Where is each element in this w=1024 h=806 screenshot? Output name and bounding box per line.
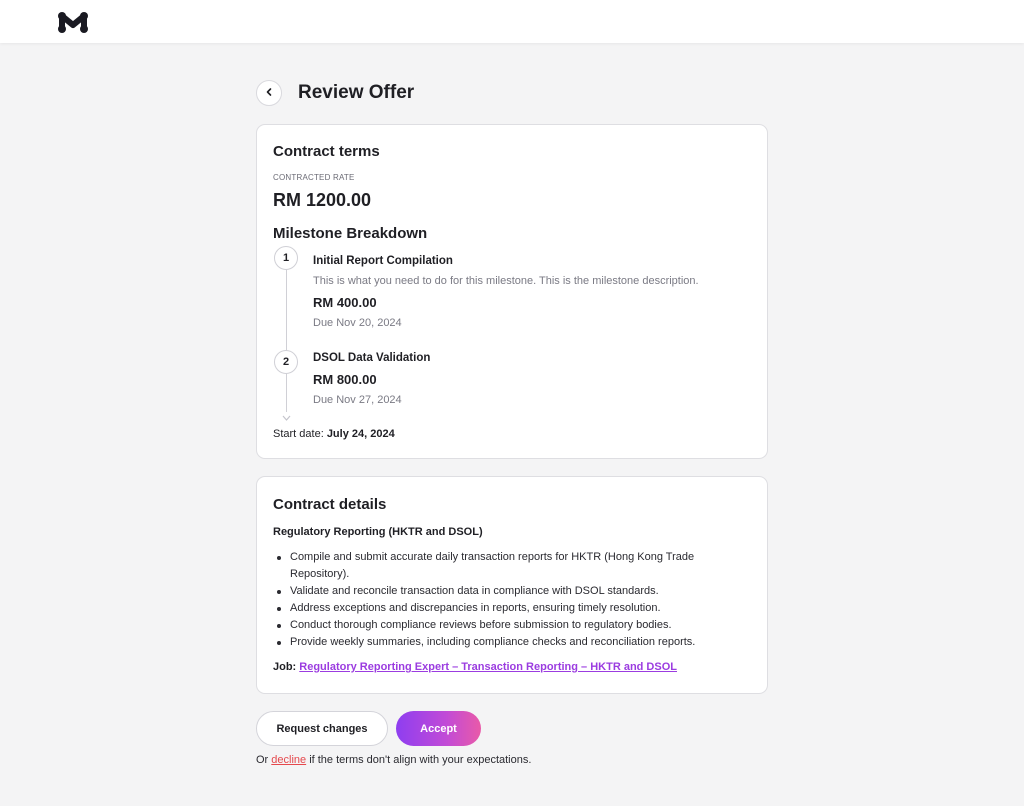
page-title: Review Offer xyxy=(298,82,415,103)
list-item: Compile and submit accurate daily transaction reports for HKTR (Hong Kong Trade Repository). xyxy=(273,549,743,583)
chevron-left-icon xyxy=(264,84,274,102)
page-header xyxy=(256,80,414,106)
decline-note xyxy=(256,754,531,766)
contract-terms-card xyxy=(256,124,768,459)
milestone-description: This is what you need to do for this milestone. This is the milestone description. xyxy=(313,275,699,287)
milestone-title: DSOL Data Validation xyxy=(313,352,431,364)
top-bar xyxy=(0,0,1024,43)
contracted-rate-label: CONTRACTED RATE xyxy=(273,173,355,182)
decline-note-prefix: Or xyxy=(256,754,272,766)
timeline-line xyxy=(286,258,287,412)
milestone-step-2: 2 xyxy=(274,350,298,374)
start-date-label: Start date: xyxy=(273,428,327,440)
contract-terms-title: Contract terms xyxy=(273,143,380,160)
timeline-arrow-icon xyxy=(282,409,291,417)
start-date-value: July 24, 2024 xyxy=(326,428,395,440)
brand-logo-icon[interactable] xyxy=(56,8,90,36)
contracted-rate-value: RM 1200.00 xyxy=(273,190,372,210)
job-line xyxy=(273,661,677,673)
list-item: Validate and reconcile transaction data in compliance with DSOL standards. xyxy=(273,583,743,600)
decline-link[interactable]: decline xyxy=(271,754,307,766)
start-date xyxy=(273,428,395,440)
accept-button[interactable]: Accept xyxy=(396,711,481,746)
job-label: Job: xyxy=(273,661,300,673)
back-button[interactable] xyxy=(256,80,282,106)
request-changes-button[interactable]: Request changes xyxy=(256,711,388,746)
milestone-due-date: Due Nov 20, 2024 xyxy=(313,317,402,329)
milestone-due-date: Due Nov 27, 2024 xyxy=(313,394,402,406)
milestone-title: Initial Report Compilation xyxy=(313,255,453,267)
contract-details-subtitle: Regulatory Reporting (HKTR and DSOL) xyxy=(273,526,483,538)
contract-details-title: Contract details xyxy=(273,496,387,513)
list-item: Conduct thorough compliance reviews before submission to regulatory bodies. xyxy=(273,617,743,634)
responsibilities-list xyxy=(273,549,743,651)
decline-note-suffix: if the terms don't align with your expectations. xyxy=(306,754,532,766)
milestone-amount: RM 400.00 xyxy=(313,295,377,310)
job-link[interactable]: Regulatory Reporting Expert – Transaction Reporting – HKTR and DSOL xyxy=(299,661,677,673)
milestone-step-1: 1 xyxy=(274,246,298,270)
contract-details-card xyxy=(256,476,768,694)
milestone-amount: RM 800.00 xyxy=(313,372,377,387)
list-item: Provide weekly summaries, including compliance checks and reconciliation reports. xyxy=(273,634,743,651)
list-item: Address exceptions and discrepancies in reports, ensuring timely resolution. xyxy=(273,600,743,617)
milestone-breakdown-title: Milestone Breakdown xyxy=(273,225,428,242)
